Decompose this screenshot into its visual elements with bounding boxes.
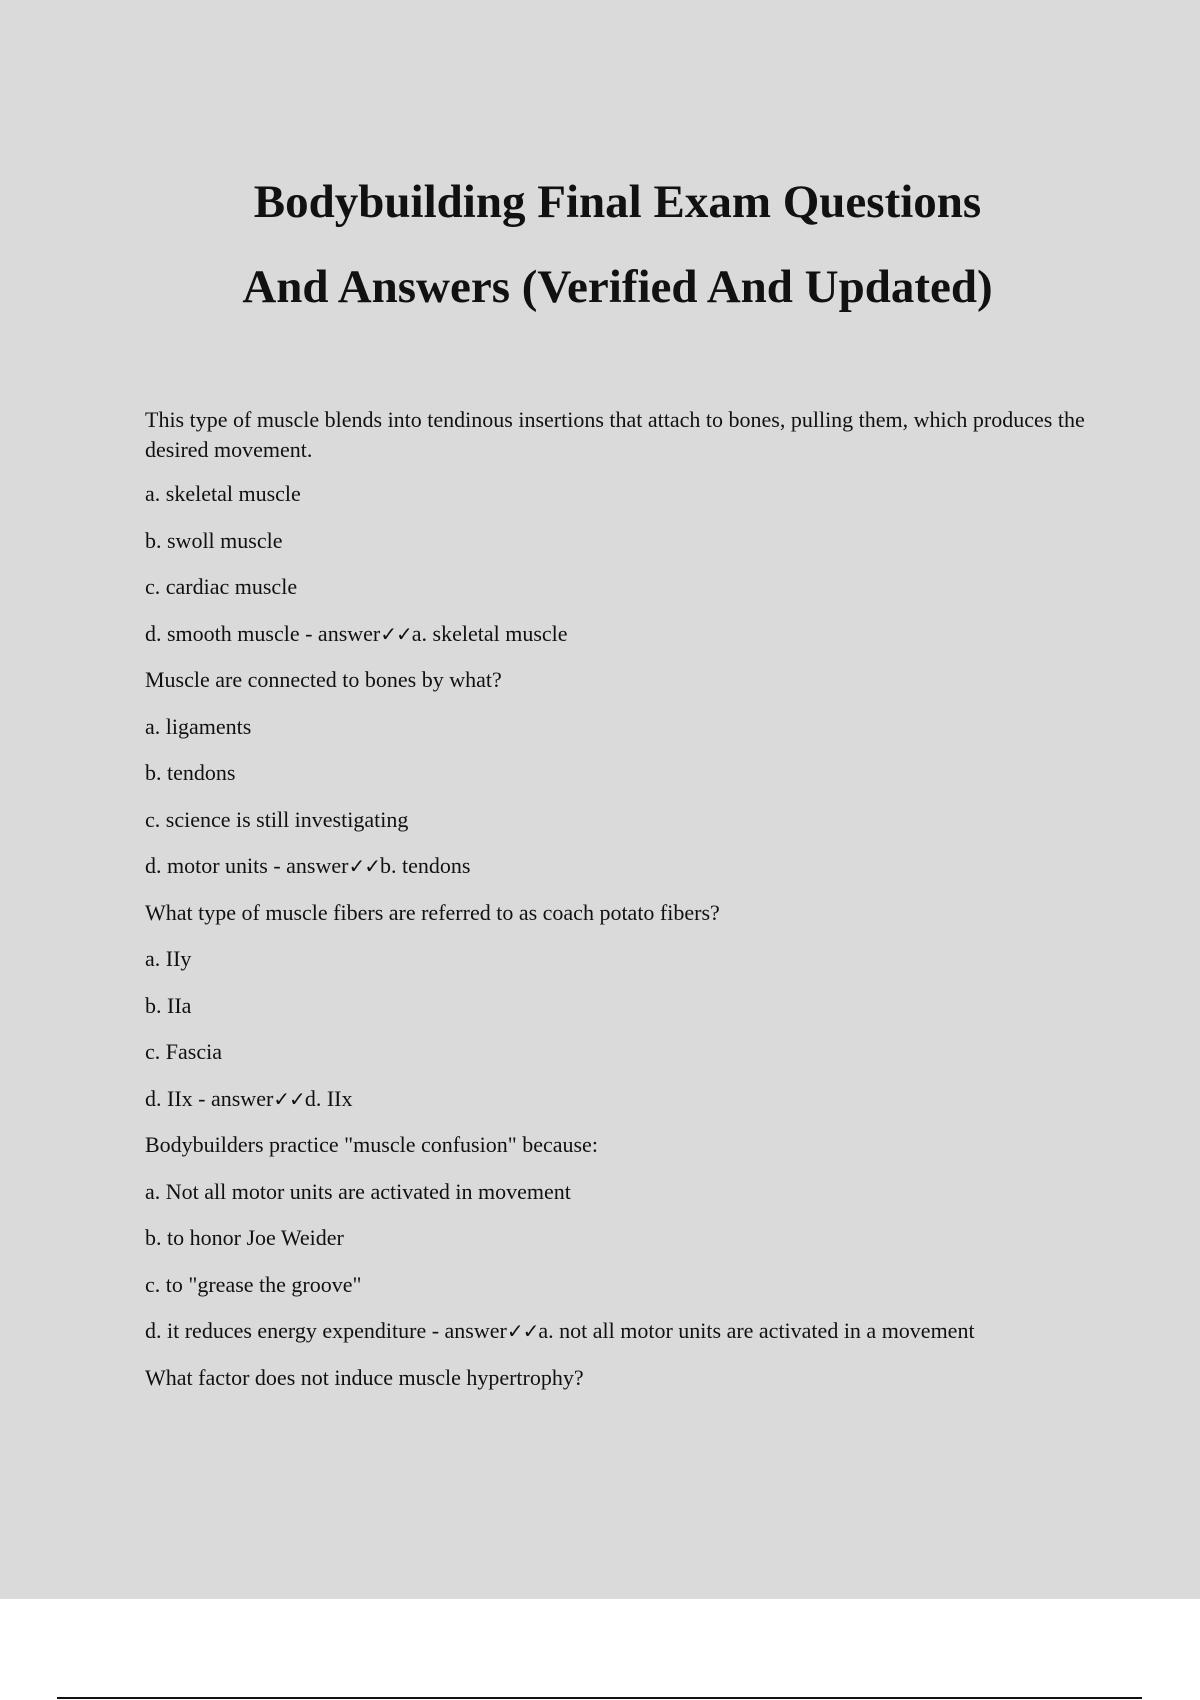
title-line-2: And Answers (Verified And Updated) — [242, 261, 993, 313]
answer-text: d. IIx — [304, 1085, 353, 1111]
option-b: b. to honor Joe Weider — [145, 1225, 344, 1250]
double-check-icon: ✓✓ — [506, 1319, 539, 1343]
option-a: a. Not all motor units are activated in movement — [145, 1178, 571, 1204]
answer-text: a. not all motor units are activated in a movement — [538, 1318, 975, 1343]
option-d-with-answer — [145, 1084, 1085, 1114]
document-title — [0, 160, 1200, 330]
answer-text: b. tendons — [379, 853, 471, 878]
option-b: b. tendons — [145, 760, 236, 785]
option-a: a. skeletal muscle — [145, 481, 301, 506]
question-list — [145, 405, 1085, 1409]
option-a: a. ligaments — [145, 713, 252, 739]
question-prompt: What factor does not induce muscle hypertrophy? — [145, 1364, 584, 1390]
title-line-1: Bodybuilding Final Exam Questions — [253, 176, 982, 228]
question-block — [145, 1130, 1085, 1346]
option-d-text: d. motor units - answer — [145, 853, 349, 878]
double-check-icon: ✓✓ — [348, 854, 380, 878]
option-d-text: d. it reduces energy expenditure - answer — [145, 1318, 507, 1343]
option-b: b. IIa — [145, 992, 192, 1018]
option-c: c. Fascia — [145, 1039, 222, 1064]
question-block — [145, 665, 1085, 881]
question-prompt: This type of muscle blends into tendinous insertions that attach to bones, pulling them, which produces the desired movement. — [145, 407, 1085, 462]
double-check-icon: ✓✓ — [380, 621, 412, 646]
option-a: a. IIy — [145, 946, 192, 971]
option-d-text: d. smooth muscle - answer — [145, 620, 381, 646]
option-d-with-answer — [145, 619, 1085, 649]
option-c: c. to "grease the groove" — [145, 1271, 362, 1297]
question-block — [145, 1363, 1085, 1393]
option-b: b. swoll muscle — [145, 527, 283, 553]
option-c: c. cardiac muscle — [145, 574, 298, 599]
option-d-with-answer — [145, 851, 1085, 881]
question-prompt: Bodybuilders practice "muscle confusion" because: — [145, 1132, 598, 1157]
question-block — [145, 898, 1085, 1114]
double-check-icon: ✓✓ — [273, 1086, 305, 1111]
option-c: c. science is still investigating — [145, 806, 409, 832]
question-block — [145, 405, 1085, 649]
footer-divider — [57, 1697, 1142, 1699]
answer-text: a. skeletal muscle — [411, 620, 568, 646]
option-d-with-answer — [145, 1316, 1085, 1346]
option-d-text: d. IIx - answer — [145, 1085, 274, 1111]
question-prompt: What type of muscle fibers are referred to as coach potato fibers? — [145, 899, 720, 925]
question-prompt: Muscle are connected to bones by what? — [145, 667, 502, 692]
